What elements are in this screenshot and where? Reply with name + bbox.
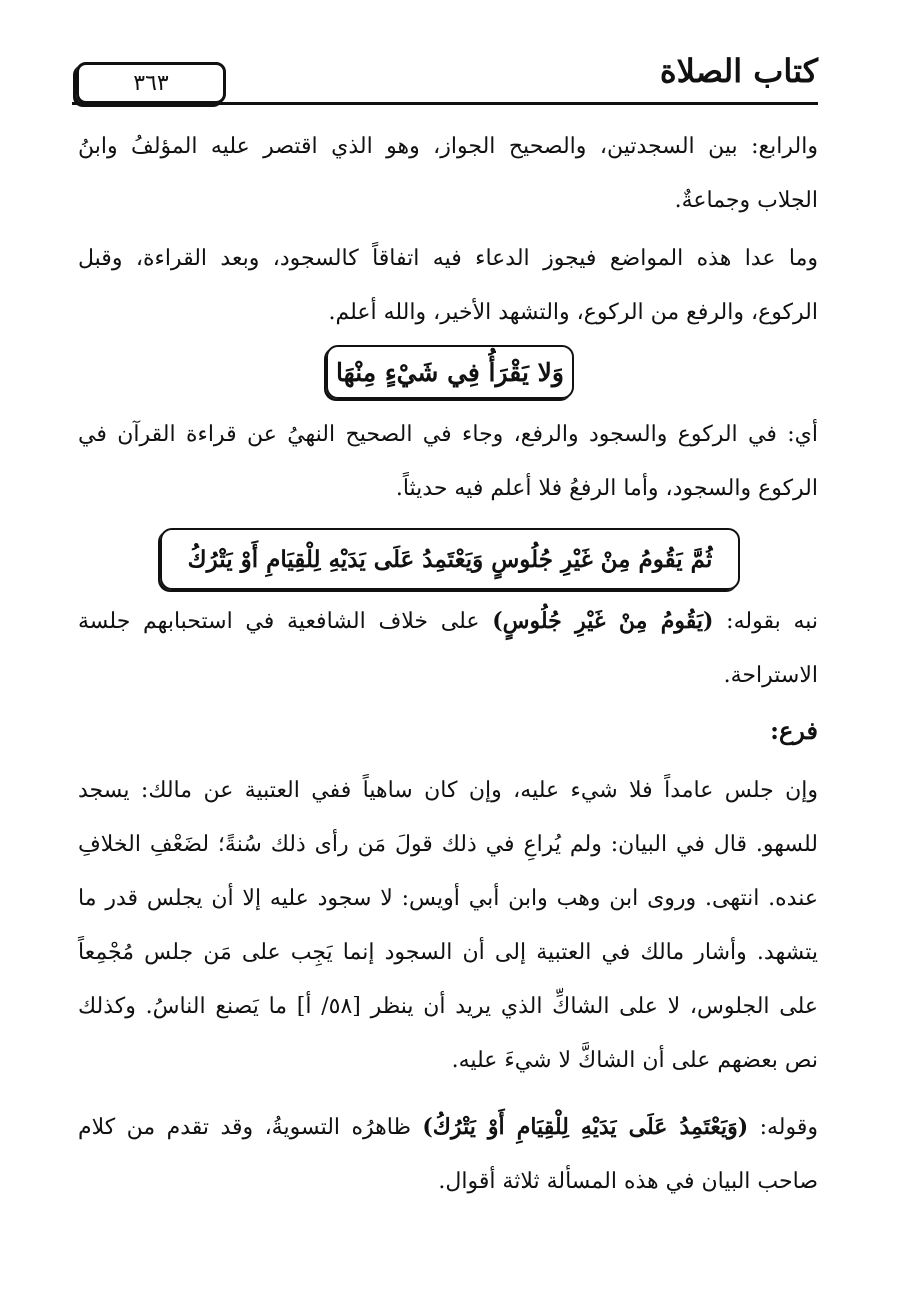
matn-text-2: ثُمَّ يَقُومُ مِنْ غَيْرِ جُلُوسٍ وَيَعْتَمِدُ عَلَى يَدَيْهِ لِلْقِيَامِ أَوْ يَتْرُكُ <box>187 545 713 573</box>
paragraph-6 <box>78 1100 818 1209</box>
subheading-far: فرع: <box>770 716 818 745</box>
matn-box-1 <box>326 345 574 399</box>
paragraph-4-lead: نبه بقوله: <box>713 609 819 634</box>
paragraph-6-lead: وقوله: <box>748 1115 818 1140</box>
page-number: ٣٦٣ <box>76 62 226 104</box>
header-rule <box>72 102 818 105</box>
running-title: كتاب الصلاة <box>659 52 818 90</box>
paragraph-4-quote: (يَقُومُ مِنْ غَيْرِ جُلُوسٍ) <box>492 608 714 634</box>
matn-box-2 <box>160 528 740 590</box>
paragraph-1: والرابع: بين السجدتين، والصحيح الجواز، وهو الذي اقتصر عليه المؤلفُ وابنُ الجلاب وجماعةٌ. <box>78 134 818 213</box>
matn-text-1: وَلا يَقْرَأُ فِي شَيْءٍ مِنْهَا <box>336 357 564 387</box>
paragraph-6-rest: ظاهرُه التسويةُ، وقد تقدم من كلام صاحب البيان في هذه المسألة ثلاثة أقوال. <box>78 1115 818 1194</box>
paragraph-3: أي: في الركوع والسجود والرفع، وجاء في الصحيح النهيُ عن قراءة القرآن في الركوع والسجود، وأما الرفعُ فلا أعلم فيه حديثاً. <box>78 422 818 501</box>
paragraph-2: وما عدا هذه المواضع فيجوز الدعاء فيه اتفاقاً كالسجود، وبعد القراءة، وقبل الركوع، والرفع من الركوع، والتشهد الأخير، والله أعلم. <box>78 246 818 325</box>
page-header <box>72 50 818 106</box>
paragraph-6-quote: (وَيَعْتَمِدُ عَلَى يَدَيْهِ لِلْقِيَامِ أَوْ يَتْرُكُ) <box>422 1114 749 1140</box>
paragraph-4 <box>78 594 818 703</box>
paragraph-5: وإن جلس عامداً فلا شيء عليه، وإن كان ساهياً ففي العتبية عن مالك: يسجد للسهو. قال في البيان: ولم يُراعِ في ذلك قولَ مَن رأى ذلك سُنةً؛ لضَعْفِ الخلافِ عنده. انتهى. وروى ابن وهب وابن أبي أويس: لا سجود عليه إلا أن يجلس قدر ما يتشهد. وأشار مالك في العتبية إلى أن السجود إنما يَجِب على مَن جلس مُجْمِعاً على الجلوس، لا على الشاكِّ الذي يريد أن ينظر [٥٨/ أ] ما يَصنع الناسُ. وكذلك نص بعضهم على أن الشاكَّ لا شيءَ عليه. <box>78 778 818 1073</box>
paragraph-4-rest: على خلاف الشافعية في استحبابهم جلسة الاستراحة. <box>78 609 818 688</box>
